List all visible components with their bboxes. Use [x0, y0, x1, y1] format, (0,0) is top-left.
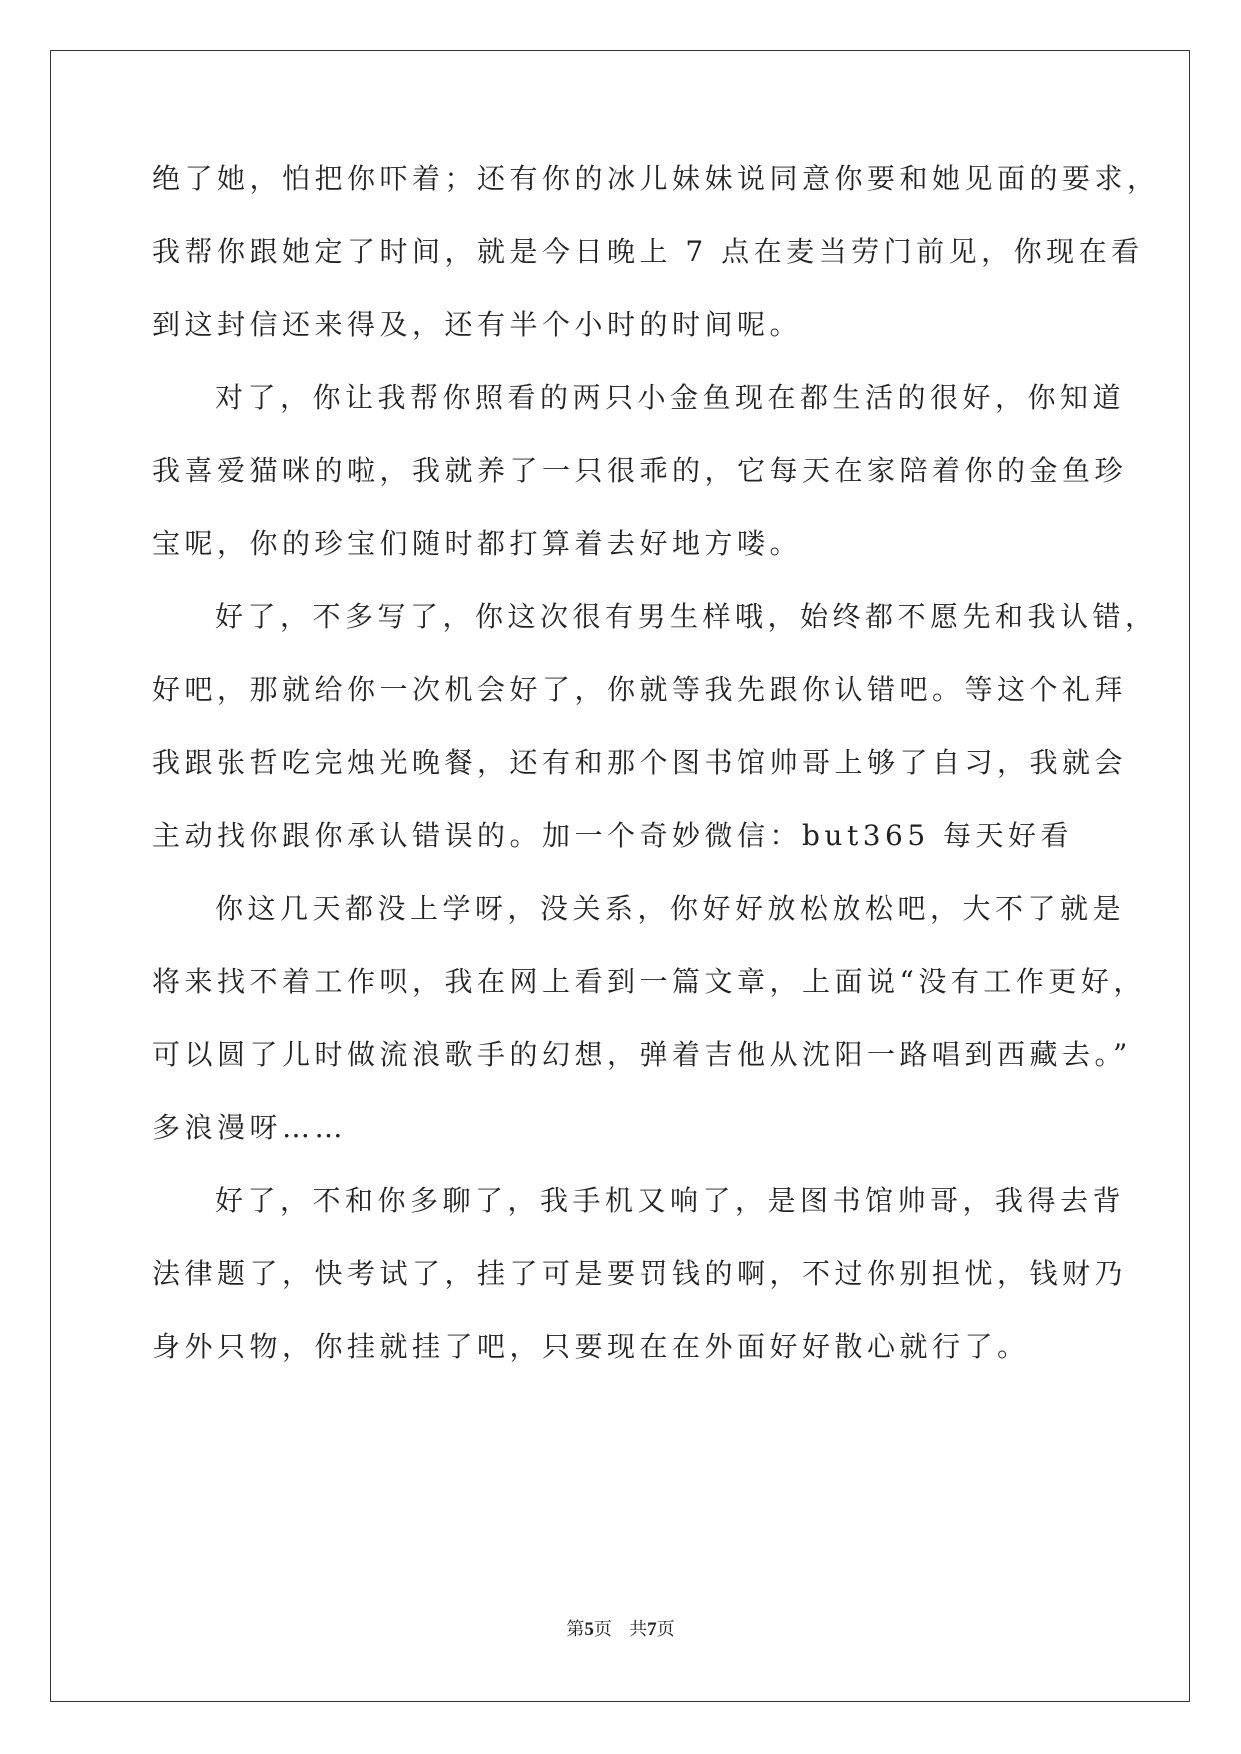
text-line: 将来找不着工作呗，我在网上看到一篇文章，上面说“没有工作更好， [152, 965, 1146, 998]
text-line: 好吧，那就给你一次机会好了，你就等我先跟你认错吧。等这个礼拜 [152, 673, 1128, 706]
paragraph-first-line: 你这几天都没上学呀，没关系，你好好放松放松吧，大不了就是 [215, 892, 1126, 925]
current-page-number: 5 [584, 1619, 594, 1640]
text-line: 我帮你跟她定了时间，就是今日晚上 7 点在麦当劳门前见，你现在看 [152, 235, 1144, 268]
paragraph-first-line: 对了，你让我帮你照看的两只小金鱼现在都生活的很好，你知道 [215, 381, 1126, 414]
document-body [152, 142, 1160, 1383]
text-line: 到这封信还来得及，还有半个小时的时间呢。 [152, 308, 803, 341]
text-line: 主动找你跟你承认错误的。加一个奇妙微信：but365 每天好看 [152, 819, 1074, 852]
paragraph-first-line: 好了，不多写了，你这次很有男生样哦，始终都不愿先和我认错， [215, 600, 1158, 633]
text-line: 多浪漫呀…… [152, 1111, 348, 1144]
text-line: 身外只物，你挂就挂了吧，只要现在在外面好好散心就行了。 [152, 1330, 1030, 1363]
text-line: 绝了她，怕把你吓着；还有你的冰儿妹妹说同意你要和她见面的要求， [152, 162, 1160, 195]
footer-total-prefix: 共 [629, 1619, 648, 1640]
paragraph-first-line: 好了，不和你多聊了，我手机又响了，是图书馆帅哥，我得去背 [215, 1184, 1126, 1217]
text-line: 我跟张哲吃完烛光晚餐，还有和那个图书馆帅哥上够了自习，我就会 [152, 746, 1128, 779]
text-line: 可以圆了儿时做流浪歌手的幻想，弹着吉他从沈阳一路唱到西藏去。” [152, 1038, 1132, 1071]
footer-page-suffix: 页 [593, 1619, 612, 1640]
page-footer [0, 1615, 1241, 1641]
footer-total-suffix: 页 [656, 1619, 675, 1640]
total-pages-number: 7 [647, 1619, 657, 1640]
text-line: 法律题了，快考试了，挂了可是要罚钱的啊，不过你别担忧，钱财乃 [152, 1257, 1128, 1290]
footer-prefix: 第 [566, 1619, 585, 1640]
text-line: 宝呢，你的珍宝们随时都打算着去好地方喽。 [152, 527, 803, 560]
text-line: 我喜爱猫咪的啦，我就养了一只很乖的，它每天在家陪着你的金鱼珍 [152, 454, 1128, 487]
